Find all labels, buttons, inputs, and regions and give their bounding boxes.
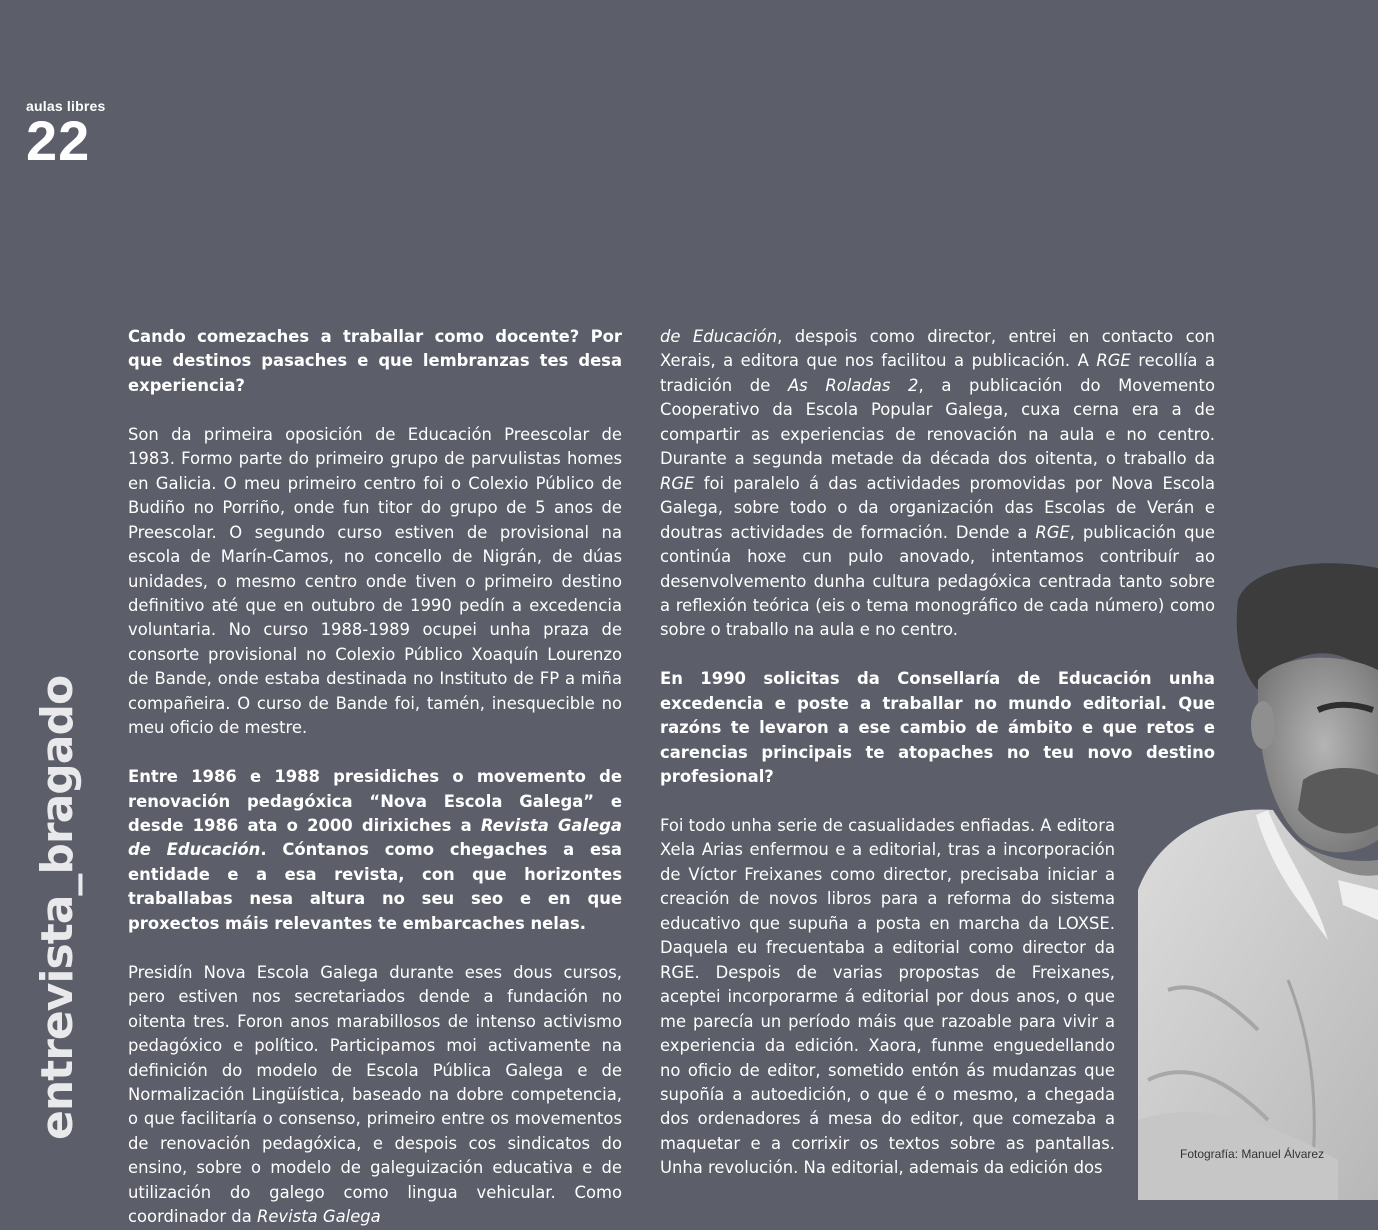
portrait-photo-illustration [1138, 560, 1378, 1200]
title-ref: RGE [1096, 351, 1131, 371]
title-ref: de Educación [660, 327, 778, 346]
text-run: , a publicación do Movemento Cooperativo da Escola Popular Galega, cuxa cerna era a de compartir as experiencias de renovación na aula e no centro. Durante a segunda metade da década dos oitenta, o traballo da [660, 375, 1216, 469]
question-2 [128, 765, 622, 936]
title-ref: As Roladas 2 [787, 375, 919, 395]
page-number: 22 [26, 109, 91, 172]
answer-2 [128, 961, 622, 1230]
title-ref: RGE [660, 473, 695, 493]
text-run: foi paralelo á das actividades promovidas por Nova Escola Galega, sobre todo o da organización das Escolas de Verán e doutras actividades de formación. Dende a [660, 473, 1215, 542]
text-run: , publicación que continúa hoxe cun pulo anovado, intentamos contribuír ao desenvolvemento dunha cultura pedagóxica centrada tanto sobre a reflexión teórica (eis o tema monográfico de cada número) como sobre o traballo na aula e no centro. [660, 522, 1215, 640]
section-label: entrevista_bragado [32, 675, 83, 1140]
text-run: , despois como director, entrei en contacto con Xerais, a editora que nos facilitou a publicación. A [660, 327, 1215, 371]
question-2-text: Entre 1986 e 1988 presidiches o movemento de renovación pedagóxica “Nova Escola Galega” e desde 1986 ata o 2000 dirixiches a [128, 767, 622, 836]
question-2-title: Revista Galega de Educación [128, 816, 622, 860]
text-column-right [660, 325, 1215, 1181]
question-1: Cando comezaches a traballar como docente? Por que destinos pasaches e que lembranzas tes desa experiencia? [128, 327, 622, 395]
answer-2-text: Presidín Nova Escola Galega durante eses dous cursos, pero estiven nos secretariados dende a fundación no oitenta tres. Foron anos marabillosos de intenso activismo pedagóxico e político. Participamos moi activamente na definición do modelo de Escola Pública Galega e de Normalización Lingüística, baseado na dobre competencia, o que facilitaría o consenso, primeiro entre os movementos de renovación pedagóxica, e despois cos sindicatos do ensino, sobre o modelo de galeguización educativa e de utilización do galego como lingua vehicular. Como coordinador da [128, 962, 622, 1227]
photo-credit: Fotografía: Manuel Álvarez [1180, 1147, 1325, 1161]
answer-1: Son da primeira oposición de Educación Preescolar de 1983. Formo parte do primeiro grupo de parvulistas homes en Galicia. O meu primeiro centro foi o Colexio Público de Budiño no Porriño, onde fun titor do grupo de 5 anos de Preescolar. O segundo curso estiven de provisional na escola de Marín-Camos, no concello de Nigrán, de dúas unidades, o mesmo centro onde tiven o primeiro destino definitivo até que en outubro de 1990 pedín a excedencia voluntaria. No curso 1988-1989 ocupei unha praza de consorte provisional no Colexio Público Xoaquín Lourenzo de Bande, onde estaba destinada no Instituto de FP a miña compañeira. O curso de Bande foi, tamén, inesquecible no meu oficio de mestre. [128, 424, 622, 738]
text-column-left [128, 325, 622, 1230]
portrait-photo [1138, 560, 1378, 1200]
question-2-text-end: . Cóntanos como chegaches a esa entidade e a esa revista, con que horizontes traballabas nesa altura no seu seo e en que proxectos máis relevantes te embarcaches nelas. [128, 840, 622, 933]
answer-2-continued [660, 325, 1215, 643]
question-3: En 1990 solicitas da Consellaría de Educación unha excedencia e poste a traballar no mundo editorial. Que razóns te levaron a ese cambio de ámbito e que retos e carencias principais te atopaches no teu novo destino profesional? [660, 669, 1215, 787]
answer-2-title: Revista Galega [256, 1207, 381, 1227]
title-ref: RGE [1035, 522, 1070, 542]
text-run: recollía a tradición de [660, 351, 1215, 395]
publication-name: aulas libres [26, 98, 106, 114]
page-header [26, 98, 106, 172]
answer-3: Foi todo unha serie de casualidades enfiadas. A editora Xela Arias enfermou e a editorial, tras a incorporación de Víctor Freixanes como director, precisaba iniciar a creación de novos libros para a reforma do sistema educativo que supuña a posta en marcha da LOXSE. Daquela eu frecuentaba a editorial como director da RGE. Despois de varias propostas de Freixanes, aceptei incorporarme á editorial por dous anos, o que me parecía un período máis que razoable para vivir a experiencia da edición. Xaora, funme enguedellando no oficio de editor, sometido entón ás mudanzas que supoñía a autoedición, o que é o mesmo, a chegada dos ordenadores á mesa do editor, que comezaba a maquetar e a corrixir os textos sobre as pantallas. Unha revolución. Na editorial, ademais da edición dos [660, 816, 1115, 1178]
